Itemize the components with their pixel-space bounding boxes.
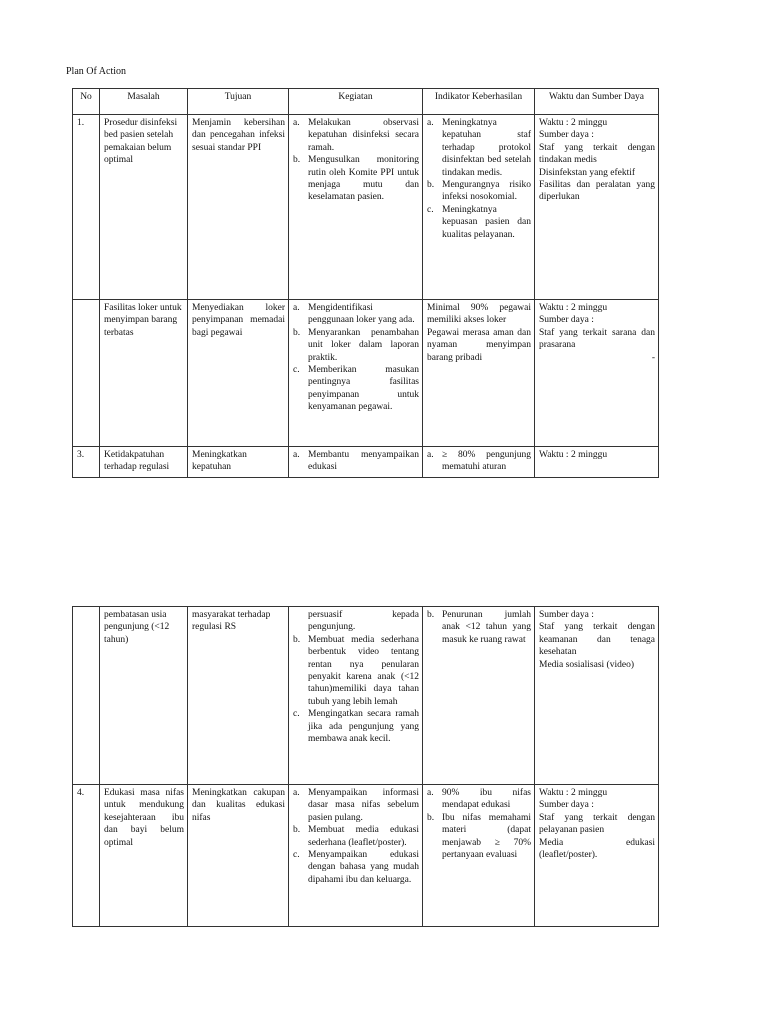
masalah-cell: Edukasi masa nifas untuk mendukung kesejahteraan ibu dan bayi belum optimal [100,785,188,927]
list-marker: b. [427,812,435,823]
tujuan-cell: masyarakat terhadap regulasi RS [188,607,289,785]
waktu-cell: Waktu : 2 minggu [535,447,659,478]
list-item [293,154,419,204]
list-text: Meningkatnya kepuasan pasien dan kualitas pelayanan. [442,204,531,240]
kegiatan-cell [289,300,423,447]
list-marker: c. [427,204,434,215]
indikator-line: Minimal 90% pegawai memiliki akses loker [427,303,531,326]
list-item [427,812,531,862]
plan-table-part-1 [72,88,659,478]
indikator-cell [423,115,535,300]
list-text: Penurunan jumlah anak <12 tahun yang masuk ke ruang rawat [442,610,531,645]
list-item [293,364,419,414]
waktu-line: Media edukasi (leaflet/poster). [539,837,655,861]
sumber-daya-label: Sumber daya : [539,800,594,811]
list-text: Mengusulkan monitoring rutin oleh Komite PPI untuk menjaga mutu dan keselamatan pasien. [308,155,419,203]
row-number [73,607,100,785]
masalah-cell: Fasilitas loker untuk menyimpan barang terbatas [100,300,188,447]
list-text: Melakukan observasi kepatuhan disinfeksi secara ramah. [308,118,419,153]
masalah-cell: Prosedur disinfeksi bed pasien setelah pemakaian belum optimal [100,115,188,300]
table-header-row [73,89,659,115]
list-marker: a. [293,788,300,798]
waktu-line: Waktu : 2 minggu [539,118,608,128]
list-item [427,609,531,646]
list-text: Menyampaikan edukasi dengan bahasa yang mudah dipahami ibu dan keluarga. [308,850,419,885]
list-item [293,609,419,634]
list-item [293,634,419,708]
list-marker: a. [427,450,434,460]
list-item [427,179,531,204]
waktu-line: Waktu : 2 minggu [539,788,608,798]
table-row [73,607,659,785]
table-row [73,300,659,447]
list-item [293,849,419,886]
list-marker: a. [293,450,300,460]
row-number [73,300,100,447]
indikator-cell [423,447,535,478]
indikator-cell [423,607,535,785]
waktu-line: Fasilitas dan peralatan yang diperlukan [539,180,655,203]
kegiatan-cell [289,447,423,478]
list-marker: b. [293,825,301,836]
list-text: Mengingatkan secara ramah jika ada pengunjung yang membawa anak kecil. [308,709,419,745]
list-text: Membantu menyampaikan edukasi [308,450,419,473]
waktu-dash: - [651,352,655,363]
list-item [293,824,419,849]
waktu-line: Staf yang terkait dengan tindakan medis [539,142,655,166]
list-item [293,302,419,327]
plan-table-part-2 [72,606,659,927]
indikator-cell [423,300,535,447]
kegiatan-cell [289,607,423,785]
list-text: Membuat media edukasi sederhana (leaflet/poster). [308,825,419,848]
sumber-daya-label: Sumber daya : [539,610,594,620]
list-text: ≥ 80% pengunjung mematuhi aturan [442,450,531,473]
header-tujuan: Tujuan [188,89,289,115]
indikator-line: Pegawai merasa aman dan nyaman menyimpan barang pribadi [427,327,531,363]
list-text: Membuat media sederhana berbentuk video tentang rentan nya penularan penyakit karena anak (<12 tahun)memiliki daya tahan tubuh yang lebih lemah [308,634,419,707]
list-marker: a. [427,118,434,128]
list-item [427,117,531,179]
indikator-cell [423,785,535,927]
list-item [293,787,419,824]
list-item [293,449,419,474]
list-text: Menyampaikan informasi dasar masa nifas sebelum pasien pulang. [308,788,419,823]
list-item [293,708,419,745]
header-waktu: Waktu dan Sumber Daya [535,89,659,115]
table-row [73,447,659,478]
waktu-line: Waktu : 2 minggu [539,303,608,313]
waktu-line: Media sosialisasi (video) [539,659,634,670]
document-title: Plan Of Action [66,66,126,77]
list-marker: c. [293,850,300,861]
list-marker: b. [427,610,435,620]
tujuan-cell: Meningkatkan cakupan dan kualitas edukasi nifas [188,785,289,927]
list-text: Mengidentifikasi penggunaan loker yang ada. [308,303,415,326]
list-marker: c. [293,365,300,376]
list-text: Meningkatnya kepatuhan staf terhadap protokol disinfektan bed setelah tindakan medis. [442,118,531,178]
kegiatan-cell [289,115,423,300]
list-item [427,787,531,812]
waktu-line: Disinfekstan yang efektif [539,167,636,178]
waktu-cell [535,785,659,927]
header-no: No [73,89,100,115]
list-text: persuasif kepada pengunjung. [308,610,419,633]
list-marker: b. [427,180,435,191]
header-kegiatan: Kegiatan [289,89,423,115]
row-number: 1. [73,115,100,300]
list-marker: b. [293,155,301,166]
list-marker: b. [293,327,301,338]
list-item [427,449,531,474]
waktu-cell [535,607,659,785]
waktu-line: Staf yang terkait dengan pelayanan pasien [539,812,655,836]
list-marker: a. [293,303,300,313]
list-item [293,117,419,154]
masalah-cell: Ketidakpatuhan terhadap regulasi [100,447,188,478]
list-item [427,204,531,241]
list-text: Ibu nifas memahami materi (dapat menjawab ≥ 70% pertanyaan evaluasi [442,812,531,861]
list-marker: c. [293,709,300,720]
sumber-daya-label: Sumber daya : [539,315,594,326]
tujuan-cell: Meningkatkan kepatuhan [188,447,289,478]
waktu-cell [535,300,659,447]
waktu-line: Staf yang terkait dengan keamanan dan tenaga kesehatan [539,622,655,658]
sumber-daya-label: Sumber daya : [539,130,594,141]
list-text: Memberikan masukan pentingnya fasilitas penyimpanan untuk kenyamanan pegawai. [308,365,419,413]
waktu-cell [535,115,659,300]
masalah-cell: pembatasan usia pengunjung (<12 tahun) [100,607,188,785]
table-row [73,115,659,300]
waktu-line: Staf yang terkait sarana dan prasarana [539,327,655,351]
tujuan-cell: Menjamin kebersihan dan pencegahan infeksi sesuai standar PPI [188,115,289,300]
list-marker: a. [427,788,434,798]
list-text: 90% ibu nifas mendapat edukasi [442,788,531,811]
list-text: Menyarankan penambahan unit loker dalam laporan praktik. [308,327,419,363]
row-number: 3. [73,447,100,478]
header-masalah: Masalah [100,89,188,115]
kegiatan-cell [289,785,423,927]
row-number: 4. [73,785,100,927]
list-item [293,327,419,364]
table-row [73,785,659,927]
list-marker: a. [293,118,300,128]
list-text: Mengurangnya risiko infeksi nosokomial. [442,180,531,203]
header-indikator: Indikator Keberhasilan [423,89,535,115]
list-marker: b. [293,634,301,645]
tujuan-cell: Menyediakan loker penyimpanan memadai bagi pegawai [188,300,289,447]
